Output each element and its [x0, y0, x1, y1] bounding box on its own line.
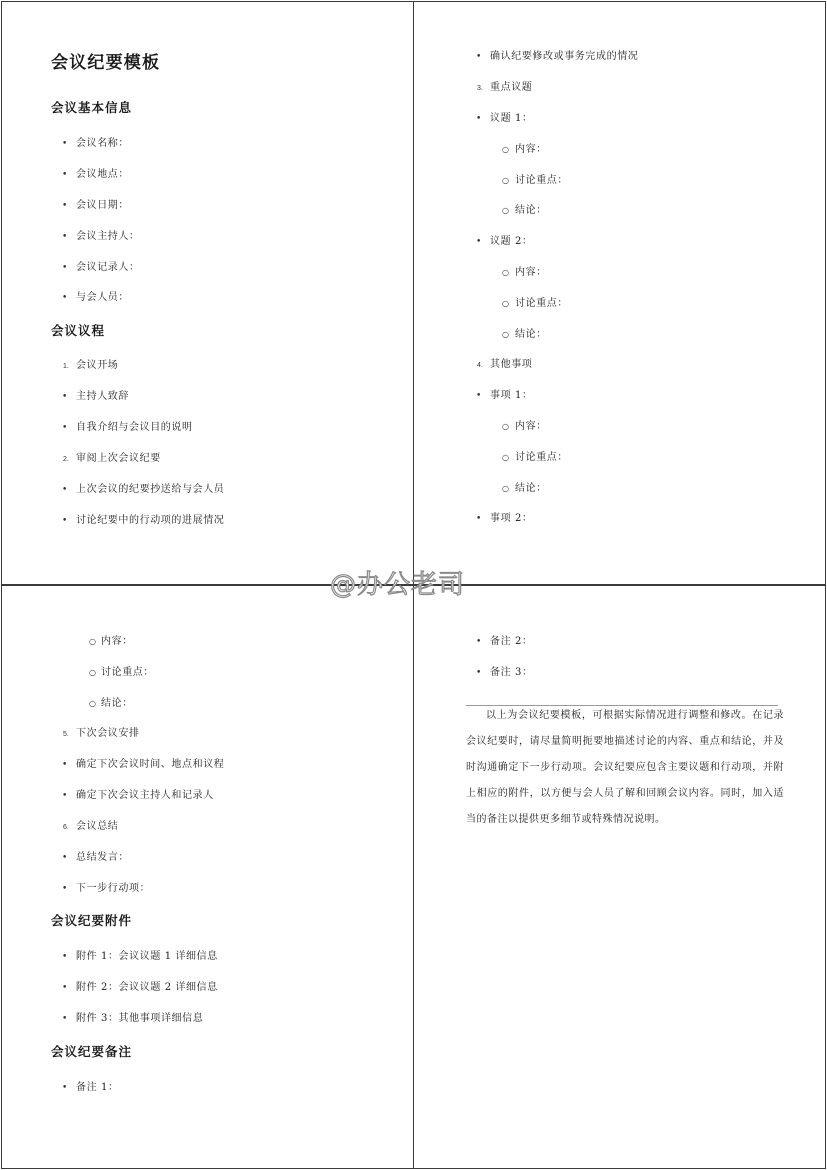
- list-item: 会议主持人：: [76, 231, 140, 242]
- list-item: 会议记录人：: [76, 262, 140, 273]
- list-item: 讨论纪要中的行动项的进展情况: [76, 515, 225, 526]
- bullet-marker: •: [476, 114, 482, 124]
- list-item: 议题 1：: [490, 113, 533, 124]
- section-heading-notes: 会议纪要备注: [51, 1044, 133, 1059]
- bullet-marker: •: [62, 232, 68, 242]
- circle-marker: ○: [502, 330, 509, 339]
- document-title: 会议纪要模板: [51, 53, 161, 73]
- list-number: 2.: [63, 456, 69, 463]
- section-heading-attachments: 会议纪要附件: [51, 913, 133, 928]
- bullet-marker: •: [62, 791, 68, 801]
- sub-list-item: 讨论重点：: [101, 667, 154, 678]
- sub-list-item: 结论：: [101, 698, 133, 709]
- circle-marker: ○: [502, 268, 509, 277]
- bullet-marker: •: [62, 952, 68, 962]
- sub-list-item: 内容：: [515, 144, 547, 155]
- page-1: [1, 1, 414, 585]
- list-item: 备注 2：: [490, 636, 533, 647]
- circle-marker: ○: [89, 637, 96, 646]
- bullet-marker: •: [476, 237, 482, 247]
- list-item: 会议开场: [76, 360, 119, 371]
- list-item: 确定下次会议主持人和记录人: [76, 790, 214, 801]
- sub-list-item: 内容：: [101, 636, 133, 647]
- bullet-marker: •: [476, 514, 482, 524]
- list-number: 6.: [63, 824, 69, 831]
- bullet-marker: •: [62, 392, 68, 402]
- list-item: 事项 1：: [490, 390, 533, 401]
- page-3: [1, 585, 414, 1169]
- sub-list-item: 结论：: [515, 329, 547, 340]
- sub-list-item: 内容：: [515, 267, 547, 278]
- list-item: 自我介绍与会议目的说明: [76, 422, 193, 433]
- bullet-marker: •: [62, 516, 68, 526]
- list-item: 会议日期：: [76, 200, 129, 211]
- bullet-marker: •: [62, 983, 68, 993]
- bullet-marker: •: [476, 52, 482, 62]
- bullet-marker: •: [476, 668, 482, 678]
- sub-list-item: 讨论重点：: [515, 298, 568, 309]
- bullet-marker: •: [62, 263, 68, 273]
- bullet-marker: •: [476, 637, 482, 647]
- circle-marker: ○: [502, 299, 509, 308]
- bullet-marker: •: [62, 1014, 68, 1024]
- list-item: 会议总结: [76, 821, 119, 832]
- list-item: 议题 2：: [490, 236, 533, 247]
- bullet-marker: •: [62, 170, 68, 180]
- sub-list-item: 讨论重点：: [515, 175, 568, 186]
- list-item: 确认纪要修改或事务完成的情况: [490, 51, 639, 62]
- list-number: 1.: [63, 363, 69, 370]
- circle-marker: ○: [89, 668, 96, 677]
- bullet-marker: •: [62, 884, 68, 894]
- circle-marker: ○: [502, 176, 509, 185]
- sub-list-item: 结论：: [515, 483, 547, 494]
- bullet-marker: •: [62, 485, 68, 495]
- circle-marker: ○: [502, 484, 509, 493]
- list-item: 其他事项: [490, 359, 533, 370]
- list-item: 下次会议安排: [76, 728, 140, 739]
- bullet-marker: •: [476, 391, 482, 401]
- bullet-marker: •: [62, 760, 68, 770]
- list-item: 会议名称：: [76, 138, 129, 149]
- section-heading-agenda: 会议议程: [51, 323, 106, 338]
- list-item: 附件 1：会议议题 1 详细信息: [76, 951, 218, 962]
- list-item: 总结发言：: [76, 852, 129, 863]
- list-item: 下一步行动项：: [76, 883, 151, 894]
- bullet-marker: •: [62, 853, 68, 863]
- circle-marker: ○: [502, 453, 509, 462]
- list-item: 备注 3：: [490, 667, 533, 678]
- list-number: 5.: [63, 731, 69, 738]
- list-item: 事项 2：: [490, 513, 533, 524]
- list-item: 附件 2：会议议题 2 详细信息: [76, 982, 218, 993]
- sub-list-item: 内容：: [515, 421, 547, 432]
- list-item: 会议地点：: [76, 169, 129, 180]
- page-4: [413, 585, 826, 1169]
- circle-marker: ○: [89, 699, 96, 708]
- section-heading-basic-info: 会议基本信息: [51, 100, 133, 115]
- page-2: [413, 1, 826, 585]
- list-item: 备注 1：: [76, 1082, 119, 1093]
- bullet-marker: •: [62, 293, 68, 303]
- list-number: 3.: [477, 85, 483, 92]
- list-item: 附件 3：其他事项详细信息: [76, 1013, 204, 1024]
- list-item: 主持人致辞: [76, 391, 129, 402]
- list-item: 审阅上次会议纪要: [76, 453, 161, 464]
- watermark-text: @办公老司: [330, 570, 466, 600]
- circle-marker: ○: [502, 422, 509, 431]
- list-number: 4.: [477, 362, 483, 369]
- sub-list-item: 讨论重点：: [515, 452, 568, 463]
- circle-marker: ○: [502, 145, 509, 154]
- circle-marker: ○: [502, 206, 509, 215]
- list-item: 上次会议的纪要抄送给与会人员: [76, 484, 225, 495]
- bullet-marker: •: [62, 1083, 68, 1093]
- list-item: 确定下次会议时间、地点和议程: [76, 759, 225, 770]
- bullet-marker: •: [62, 139, 68, 149]
- bullet-marker: •: [62, 423, 68, 433]
- list-item: 与会人员：: [76, 292, 129, 303]
- bullet-marker: •: [62, 201, 68, 211]
- sub-list-item: 结论：: [515, 205, 547, 216]
- list-item: 重点议题: [490, 82, 533, 93]
- closing-paragraph: 以上为会议纪要模板，可根据实际情况进行调整和修改。在记录会议纪要时，请尽量简明扼要地描述讨论的内容、重点和结论，并及时沟通确定下一步行动项。会议纪要应包含主要议题和行动项，并附上相应的附件，以方便与会人员了解和回顾会议内容。同时，加入适当的备注以提供更多细节或特殊情况说明。: [466, 710, 784, 825]
